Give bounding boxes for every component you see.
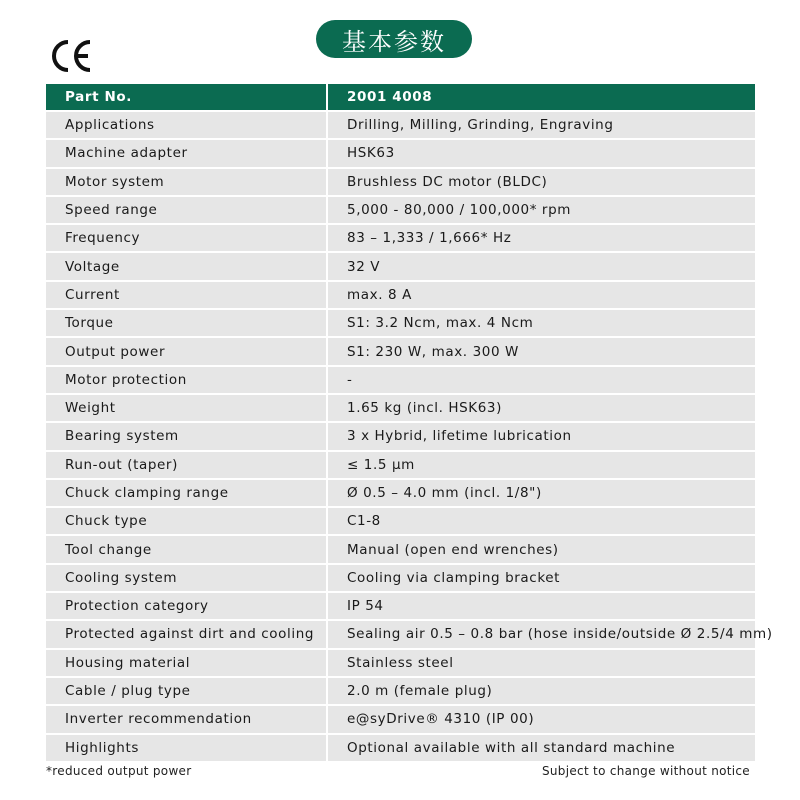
ce-mark-icon bbox=[50, 38, 94, 74]
spec-value: IP 54 bbox=[328, 593, 755, 619]
spec-value: 3 x Hybrid, lifetime lubrication bbox=[328, 423, 755, 449]
table-row bbox=[46, 593, 755, 619]
spec-value: e@syDrive® 4310 (IP 00) bbox=[328, 706, 755, 732]
spec-value: Optional available with all standard machine bbox=[328, 735, 755, 761]
spec-label: Run-out (taper) bbox=[46, 452, 328, 478]
spec-value: 83 – 1,333 / 1,666* Hz bbox=[328, 225, 755, 251]
spec-label: Torque bbox=[46, 310, 328, 336]
table-row bbox=[46, 338, 755, 364]
spec-value: ≤ 1.5 µm bbox=[328, 452, 755, 478]
spec-label: Chuck type bbox=[46, 508, 328, 534]
table-row bbox=[46, 225, 755, 251]
table-row bbox=[46, 678, 755, 704]
spec-label: Inverter recommendation bbox=[46, 706, 328, 732]
table-row bbox=[46, 508, 755, 534]
spec-value: 2.0 m (female plug) bbox=[328, 678, 755, 704]
spec-label: Frequency bbox=[46, 225, 328, 251]
table-row bbox=[46, 621, 755, 647]
table-row bbox=[46, 367, 755, 393]
spec-value: Drilling, Milling, Grinding, Engraving bbox=[328, 112, 755, 138]
table-row bbox=[46, 310, 755, 336]
spec-value: S1: 230 W, max. 300 W bbox=[328, 338, 755, 364]
table-row bbox=[46, 169, 755, 195]
table-row bbox=[46, 282, 755, 308]
spec-value: - bbox=[328, 367, 755, 393]
table-row bbox=[46, 197, 755, 223]
spec-label: Chuck clamping range bbox=[46, 480, 328, 506]
spec-label: Current bbox=[46, 282, 328, 308]
spec-value: C1-8 bbox=[328, 508, 755, 534]
spec-label: Weight bbox=[46, 395, 328, 421]
footnote-reduced-power: *reduced output power bbox=[46, 764, 192, 778]
spec-label: Speed range bbox=[46, 197, 328, 223]
spec-label: Tool change bbox=[46, 536, 328, 562]
spec-label: Output power bbox=[46, 338, 328, 364]
spec-value: Ø 0.5 – 4.0 mm (incl. 1/8") bbox=[328, 480, 755, 506]
spec-value: 5,000 - 80,000 / 100,000* rpm bbox=[328, 197, 755, 223]
footnote-disclaimer: Subject to change without notice bbox=[541, 764, 750, 778]
spec-value: 1.65 kg (incl. HSK63) bbox=[328, 395, 755, 421]
table-row bbox=[46, 735, 755, 761]
spec-label: Applications bbox=[46, 112, 328, 138]
spec-value: max. 8 A bbox=[328, 282, 755, 308]
spec-label: Motor protection bbox=[46, 367, 328, 393]
page-title: 基本参数 bbox=[316, 20, 472, 58]
spec-value: HSK63 bbox=[328, 140, 755, 166]
spec-label: Highlights bbox=[46, 735, 328, 761]
spec-value: Brushless DC motor (BLDC) bbox=[328, 169, 755, 195]
table-row bbox=[46, 452, 755, 478]
spec-value: Stainless steel bbox=[328, 650, 755, 676]
spec-label: Protected against dirt and cooling bbox=[46, 621, 328, 647]
spec-label: Motor system bbox=[46, 169, 328, 195]
spec-table bbox=[46, 82, 773, 763]
table-row bbox=[46, 650, 755, 676]
spec-label: Voltage bbox=[46, 253, 328, 279]
header-key: Part No. bbox=[46, 84, 328, 110]
table-row bbox=[46, 140, 755, 166]
spec-value: S1: 3.2 Ncm, max. 4 Ncm bbox=[328, 310, 755, 336]
table-row bbox=[46, 706, 755, 732]
table-row bbox=[46, 395, 755, 421]
table-header-row bbox=[46, 84, 755, 110]
table-row bbox=[46, 423, 755, 449]
table-row bbox=[46, 536, 755, 562]
table-row bbox=[46, 565, 755, 591]
spec-value: Manual (open end wrenches) bbox=[328, 536, 755, 562]
spec-label: Bearing system bbox=[46, 423, 328, 449]
table-row bbox=[46, 480, 755, 506]
spec-label: Machine adapter bbox=[46, 140, 328, 166]
table-row bbox=[46, 112, 755, 138]
spec-value: Cooling via clamping bracket bbox=[328, 565, 755, 591]
spec-label: Protection category bbox=[46, 593, 328, 619]
table-row bbox=[46, 253, 755, 279]
header-value: 2001 4008 bbox=[328, 84, 755, 110]
spec-label: Housing material bbox=[46, 650, 328, 676]
spec-label: Cooling system bbox=[46, 565, 328, 591]
spec-value: 32 V bbox=[328, 253, 755, 279]
spec-label: Cable / plug type bbox=[46, 678, 328, 704]
spec-value: Sealing air 0.5 – 0.8 bar (hose inside/outside Ø 2.5/4 mm) bbox=[328, 621, 755, 647]
